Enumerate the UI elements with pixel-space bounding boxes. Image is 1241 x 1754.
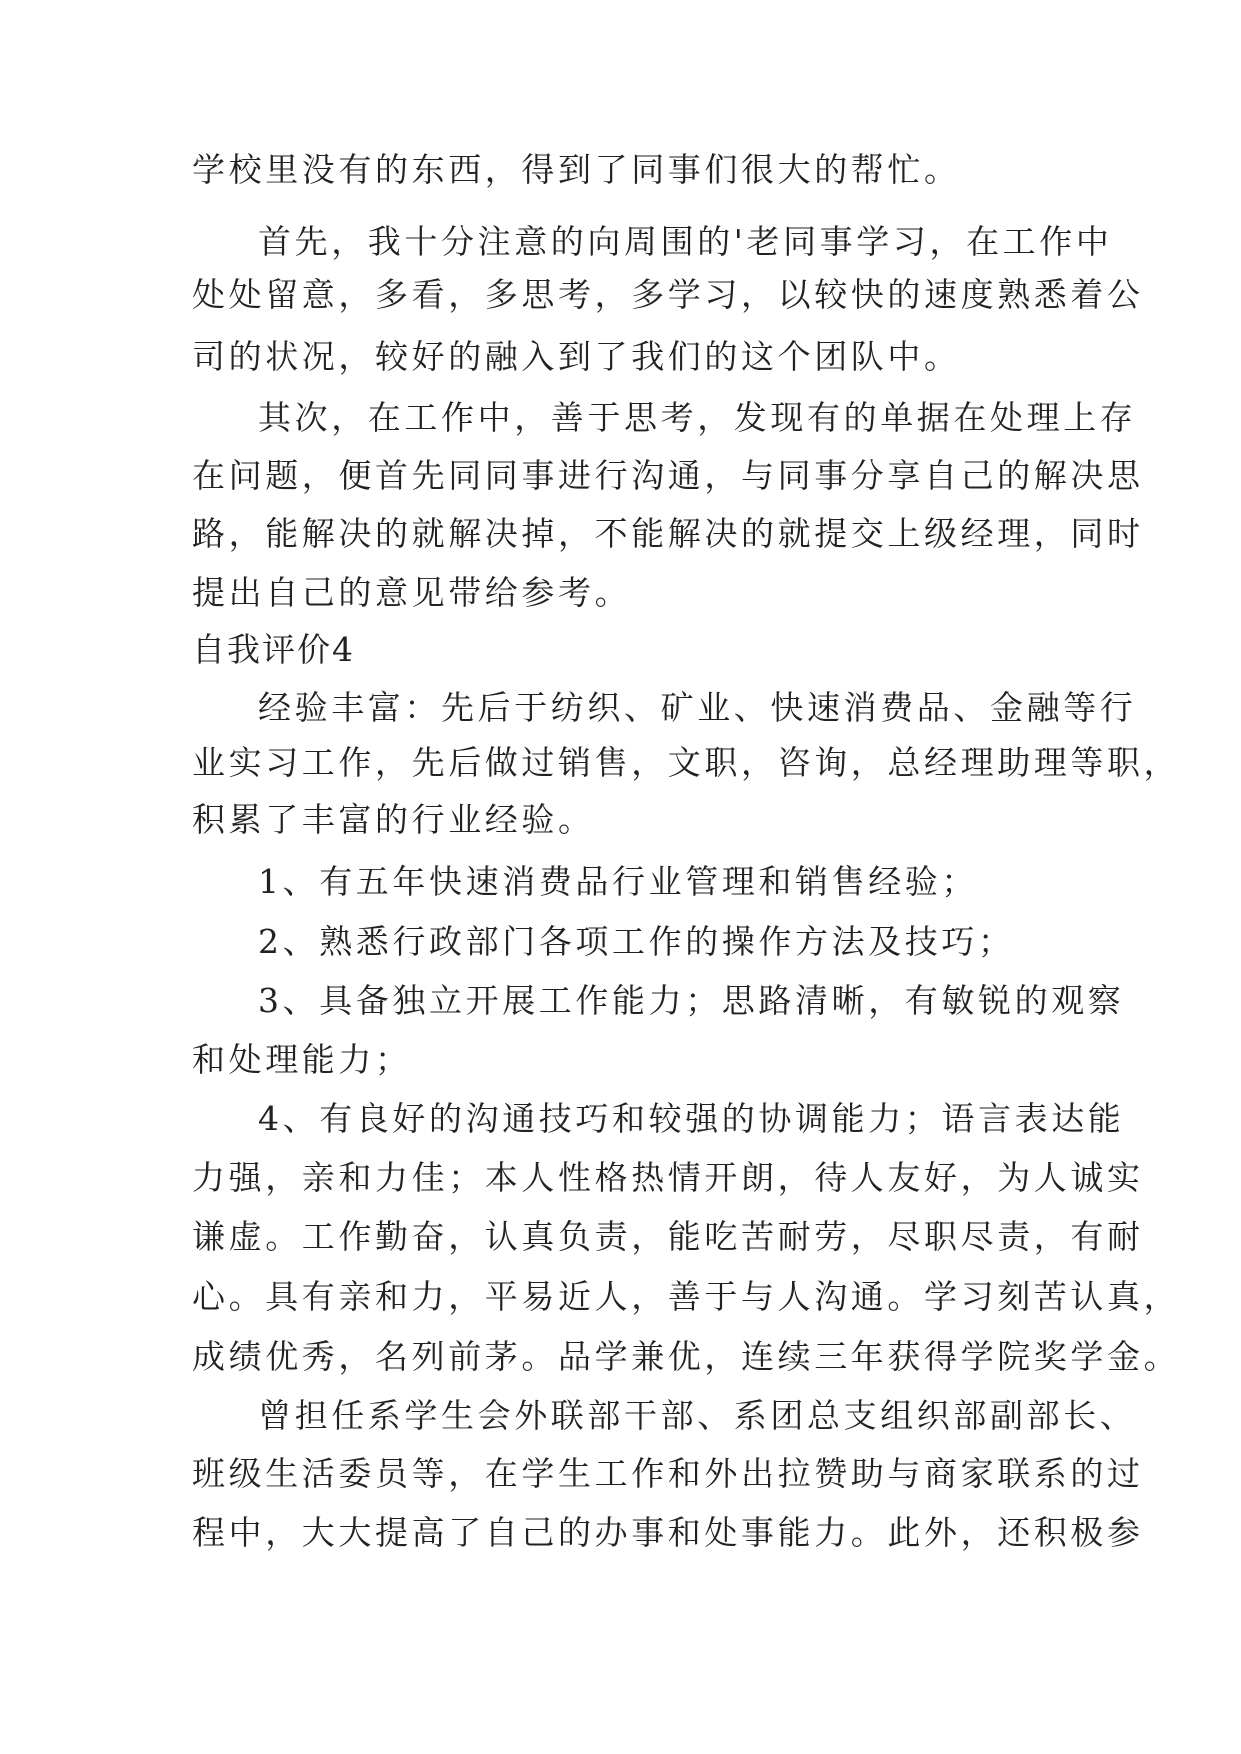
text-line: 和处理能力； <box>192 1040 412 1079</box>
text-line: 业实习工作，先后做过销售，文职，咨询，总经理助理等职， <box>192 743 1181 782</box>
text-line: 成绩优秀，名列前茅。品学兼优，连续三年获得学院奖学金。 <box>192 1337 1181 1376</box>
list-item: 2、熟悉行政部门各项工作的操作方法及技巧； <box>258 922 1015 961</box>
text-line: 心。具有亲和力，平易近人，善于与人沟通。学习刻苦认真， <box>192 1277 1181 1316</box>
list-item: 1、有五年快速消费品行业管理和销售经验； <box>258 862 978 901</box>
text-line: 路，能解决的就解决掉，不能解决的就提交上级经理，同时 <box>192 514 1144 553</box>
text-line: 处处留意，多看，多思考，多学习，以较快的速度熟悉着公 <box>192 275 1144 314</box>
list-item: 3、具备独立开展工作能力；思路清晰，有敏锐的观察 <box>258 981 1125 1020</box>
paragraph-start-line: 首先，我十分注意的向周围的'老同事学习，在工作中 <box>258 222 1113 261</box>
list-item: 4、有良好的沟通技巧和较强的协调能力；语言表达能 <box>258 1099 1125 1138</box>
text-line: 在问题，便首先同同事进行沟通，与同事分享自己的解决思 <box>192 456 1144 495</box>
text-line: 积累了丰富的行业经验。 <box>192 800 595 839</box>
paragraph-start-line: 经验丰富：先后于纺织、矿业、快速消费品、金融等行 <box>258 688 1137 727</box>
text-line: 提出自己的意见带给参考。 <box>192 573 632 612</box>
text-line: 谦虚。工作勤奋，认真负责，能吃苦耐劳，尽职尽责，有耐 <box>192 1217 1144 1256</box>
paragraph-start-line: 曾担任系学生会外联部干部、系团总支组织部副部长、 <box>258 1396 1137 1435</box>
section-heading: 自我评价4 <box>192 630 355 669</box>
paragraph-start-line: 其次，在工作中，善于思考，发现有的单据在处理上存 <box>258 398 1137 437</box>
text-line: 学校里没有的东西，得到了同事们很大的帮忙。 <box>192 150 961 189</box>
text-line: 司的状况，较好的融入到了我们的这个团队中。 <box>192 337 961 376</box>
text-line: 力强，亲和力佳；本人性格热情开朗，待人友好，为人诚实 <box>192 1158 1144 1197</box>
text-line: 程中，大大提高了自己的办事和处事能力。此外，还积极参 <box>192 1513 1144 1552</box>
text-line: 班级生活委员等，在学生工作和外出拉赞助与商家联系的过 <box>192 1454 1144 1493</box>
